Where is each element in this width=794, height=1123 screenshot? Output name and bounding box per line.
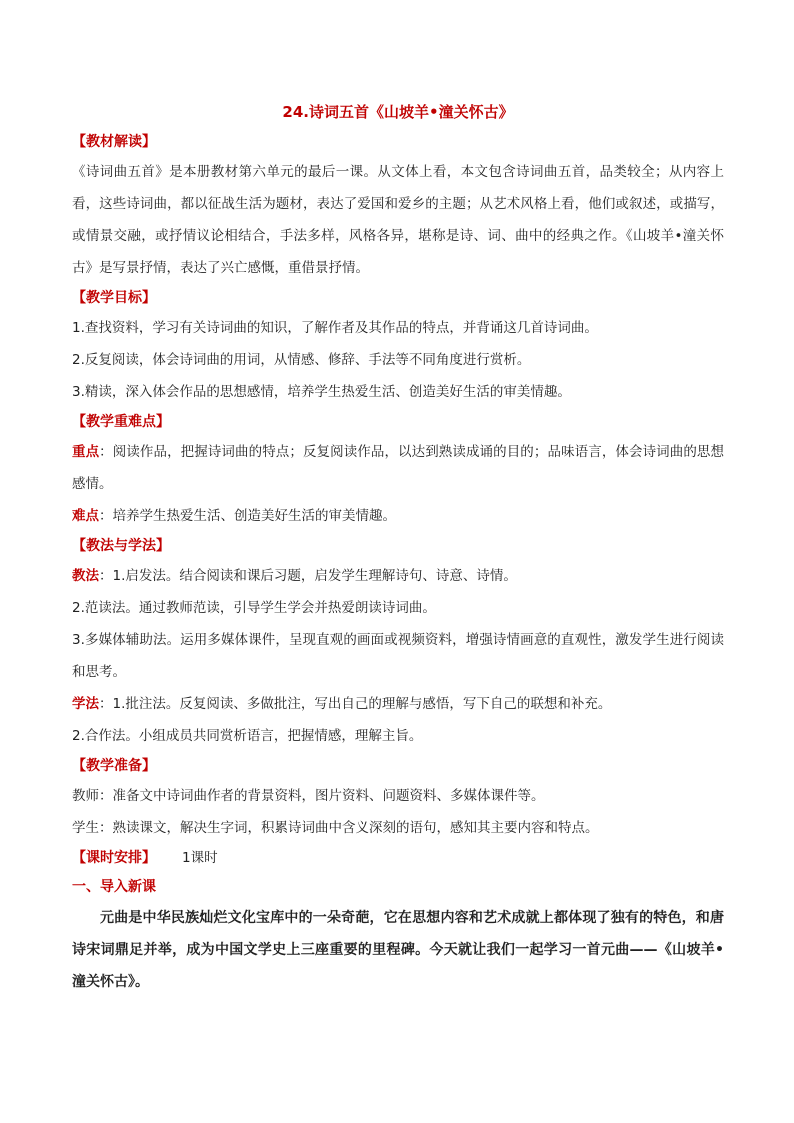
key-point-label: 重点: [72, 444, 100, 460]
document-page: [72, 100, 724, 998]
schedule-row: [72, 844, 724, 872]
goal-item: 3.精读，深入体会作品的思想感情，培养学生热爱生活、创造美好生活的审美情趣。: [72, 384, 571, 400]
goal-item: 1.查找资料，学习有关诗词曲的知识，了解作者及其作品的特点，并背诵这几首诗词曲。: [72, 320, 598, 336]
teaching-method-text: ：1.启发法。结合阅读和课后习题，启发学生理解诗句、诗意、诗情。: [99, 568, 517, 584]
textbook-reading-paragraph: 《诗词曲五首》是本册教材第六单元的最后一课。从文体上看，本文包含诗词曲五首，品类较全；从内容上看，这些诗词曲，都以征战生活为题材，表达了爱国和爱乡的主题；从艺术风格上看，他们或叙述，或描写，或情景交融，或抒情议论相结合，手法多样，风格各异，堪称是诗、词、曲中的经典之作。《山坡羊•潼关怀古》是写景抒情，表达了兴亡感慨，重借景抒情。: [72, 164, 724, 276]
teaching-method-item: 2.范读法。通过教师范读，引导学生学会并热爱朗读诗词曲。: [72, 600, 436, 616]
difficult-point-label: 难点: [72, 508, 99, 524]
introduction-paragraph: 元曲是中华民族灿烂文化宝库中的一朵奇葩，它在思想内容和艺术成就上都体现了独有的特色，和唐诗宋词鼎足并举，成为中国文学史上三座重要的里程碑。今天就让我们一起学习一首元曲——《山坡羊•潼关怀古》。: [72, 910, 724, 990]
schedule-value: 1课时: [182, 850, 218, 866]
difficult-point-text: ：培养学生热爱生活、创造美好生活的审美情趣。: [99, 508, 396, 524]
teaching-method-first: [72, 560, 724, 592]
key-point-text: ：阅读作品，把握诗词曲的特点；反复阅读作品，以达到熟读成诵的目的；品味语言，体会诗词曲的思想感情。: [72, 444, 725, 492]
section-head-textbook: 【教材解读】: [72, 134, 156, 150]
learning-method-item: 2.合作法。小组成员共同赏析语言，把握情感，理解主旨。: [72, 728, 423, 744]
document-title: 24.诗词五首《山坡羊•潼关怀古》: [282, 103, 514, 121]
preparation-item: 学生：熟读课文，解决生字词，积累诗词曲中含义深刻的语句，感知其主要内容和特点。: [72, 820, 599, 836]
learning-method-first: [72, 688, 724, 720]
teaching-method-item: 3.多媒体辅助法。运用多媒体课件，呈现直观的画面或视频资料，增强诗情画意的直观性，激发学生进行阅读和思考。: [72, 632, 724, 680]
section-head-preparation: 【教学准备】: [72, 758, 156, 774]
section-head-introduction: 一、导入新课: [72, 879, 156, 895]
goal-item: 2.反复阅读，体会诗词曲的用词，从情感、修辞、手法等不同角度进行赏析。: [72, 352, 531, 368]
section-head-schedule: 【课时安排】: [72, 850, 156, 866]
difficult-point-paragraph: [72, 500, 724, 532]
teaching-method-label: 教法: [72, 568, 99, 584]
preparation-item: 教师：准备文中诗词曲作者的背景资料，图片资料、问题资料、多媒体课件等。: [72, 788, 545, 804]
learning-method-text: ：1.批注法。反复阅读、多做批注，写出自己的理解与感悟，写下自己的联想和补充。: [99, 696, 612, 712]
section-head-methods: 【教法与学法】: [72, 538, 170, 554]
section-head-goals: 【教学目标】: [72, 290, 156, 306]
key-point-paragraph: [72, 436, 724, 500]
section-head-key-points: 【教学重难点】: [72, 414, 170, 430]
learning-method-label: 学法: [72, 696, 99, 712]
